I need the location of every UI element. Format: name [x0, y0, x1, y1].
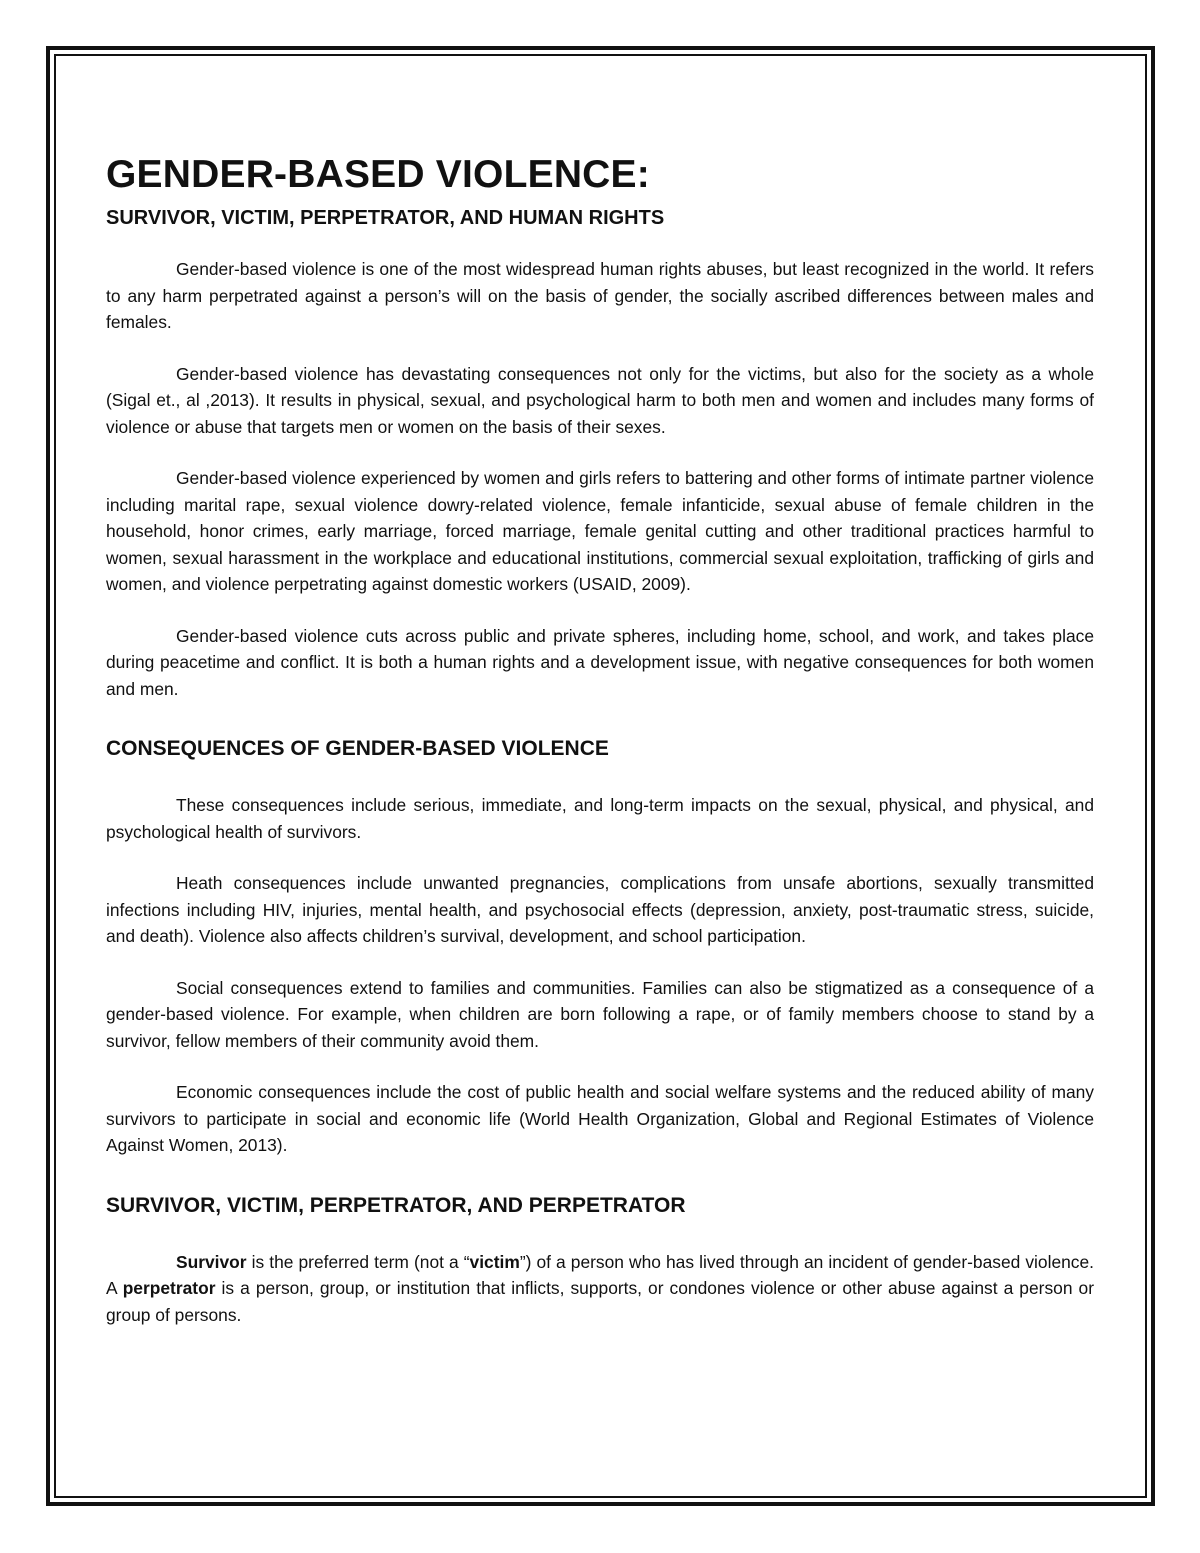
intro-paragraph-1: Gender-based violence is one of the most widespread human rights abuses, but least recognized in the world. It refers to any harm perpetrated against a person’s will on the basis of gender, the socially ascribed differences between males and females. [106, 259, 1094, 332]
terms-text-1: is the preferred term (not a “ [246, 1251, 470, 1272]
page-title: GENDER-BASED VIOLENCE: [106, 153, 650, 196]
terms-text-2: ”) of a person who has lived through an incident of gender-based violence. A [106, 1251, 1094, 1298]
consequences-heading: CONSEQUENCES OF GENDER-BASED VIOLENCE [106, 737, 609, 760]
intro-paragraph-4: Gender-based violence cuts across public and private spheres, including home, school, and work, and takes place during peacetime and conflict. It is both a human rights and a development issue, with negative consequences for both women and men. [106, 625, 1094, 699]
terms-text-3: is a person, group, or institution that inflicts, supports, or condones violence or other abuse against a person or group of persons. [106, 1278, 1094, 1325]
terms-paragraph [106, 1249, 1094, 1329]
consequences-paragraph-3: Social consequences extend to families and communities. Families can also be stigmatized as a consequence of a gender-based violence. For example, when children are born following a rape, or of family members choose to stand by a survivor, fellow members of their community avoid them. [106, 977, 1094, 1051]
terms-heading: SURVIVOR, VICTIM, PERPETRATOR, AND PERPETRATOR [106, 1193, 686, 1217]
document-body [106, 150, 1094, 1328]
term-perpetrator: perpetrator [122, 1278, 216, 1298]
consequences-paragraph-4: Economic consequences include the cost of public health and social welfare systems and the reduced ability of many survivors to participate in social and economic life (World Health Organization, Global and Regional Estimates of Violence Against Women, 2013). [106, 1082, 1094, 1155]
page-subtitle: SURVIVOR, VICTIM, PERPETRATOR, AND HUMAN RIGHTS [106, 207, 665, 229]
term-victim: victim [469, 1251, 520, 1272]
consequences-paragraph-2: Heath consequences include unwanted pregnancies, complications from unsafe abortions, sexually transmitted infections including HIV, injuries, mental health, and psychosocial effects (depression, anxiety, post-traumatic stress, suicide, and death). Violence also affects children’s survival, development, and school participation. [106, 873, 1094, 946]
intro-paragraph-2: Gender-based violence has devastating consequences not only for the victims, but also for the society as a whole (Sigal et., al ,2013). It results in physical, sexual, and psychological harm to both men and women and includes many forms of violence or abuse that targets men or women on the basis of their sexes. [106, 363, 1094, 437]
intro-paragraph-3: Gender-based violence experienced by women and girls refers to battering and other forms of intimate partner violence including marital rape, sexual violence dowry-related violence, female infanticide, sexual abuse of female children in the household, honor crimes, early marriage, forced marriage, female genital cutting and other traditional practices harmful to women, sexual harassment in the workplace and educational institutions, commercial sexual exploitation, trafficking of girls and women, and violence perpetrating against domestic workers (USAID, 2009). [106, 468, 1094, 594]
consequences-paragraph-1: These consequences include serious, immediate, and long-term impacts on the sexual, physical, and physical, and psychological health of survivors. [106, 795, 1094, 842]
term-survivor: Survivor [176, 1251, 247, 1272]
